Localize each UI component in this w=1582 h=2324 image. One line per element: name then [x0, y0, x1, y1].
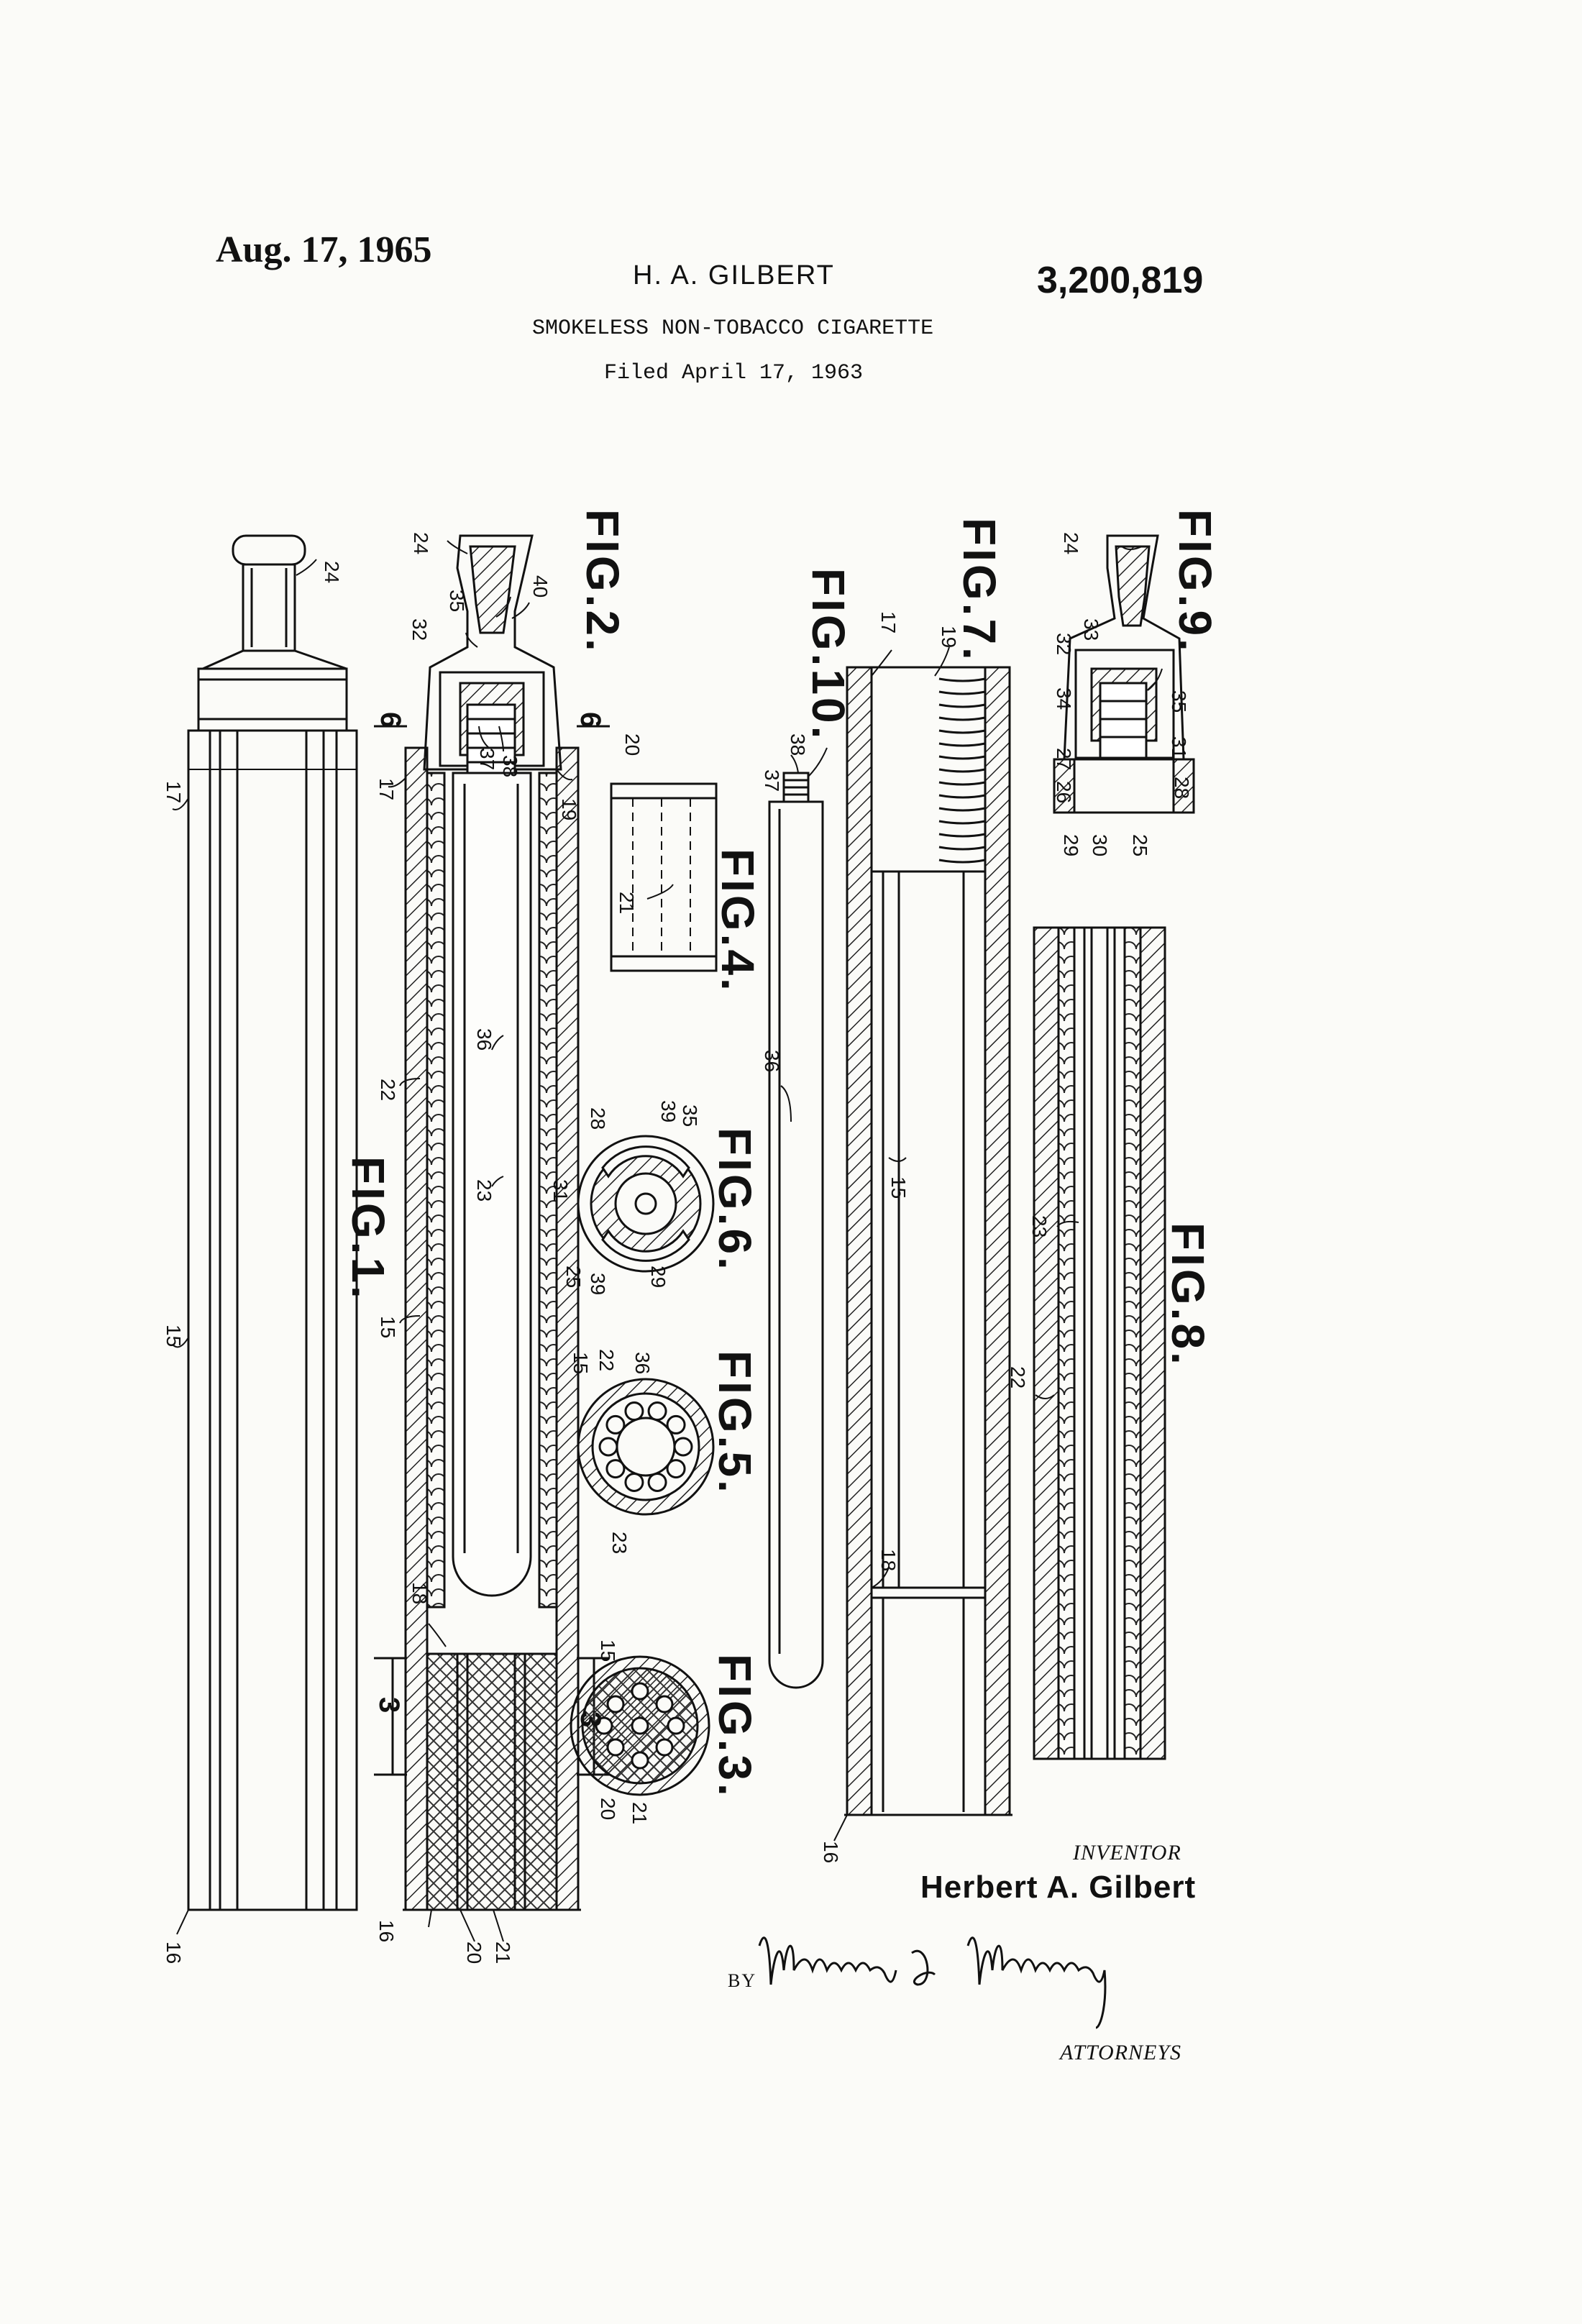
callout-22-fig8: 22: [1007, 1366, 1029, 1389]
fig5-label: FIG.5.: [709, 1350, 761, 1496]
callout-34-fig9: 34: [1053, 687, 1075, 710]
fig1-drawing: [188, 536, 357, 1910]
section-3-left: 3: [373, 1697, 405, 1714]
filed-date: Filed April 17, 1963: [604, 361, 864, 385]
fig7-thread-line: [939, 821, 985, 823]
fig7-thread-line: [939, 756, 985, 759]
fig7-thread-line: [939, 744, 985, 746]
fig8-label: FIG.8.: [1162, 1222, 1214, 1368]
callout-23-fig5: 23: [608, 1532, 631, 1555]
section-6-right: 6: [575, 712, 606, 728]
fig7-thread-line: [939, 692, 985, 694]
fig7-label: FIG.7.: [954, 518, 1005, 663]
fig2-label: FIG.2.: [577, 509, 628, 654]
section-3-right: 3: [575, 1711, 606, 1728]
callout-36-fig5: 36: [631, 1352, 654, 1375]
callout-39-fig6-bot: 39: [587, 1273, 609, 1296]
callout-31-fig6: 31: [549, 1179, 572, 1202]
callout-36-fig2: 36: [473, 1028, 495, 1051]
callout-21-fig4: 21: [616, 892, 638, 915]
callout-15-fig7: 15: [887, 1176, 910, 1199]
callout-18-fig7: 18: [877, 1549, 900, 1572]
fig7-drawing: [844, 667, 1012, 1815]
fig7-thread-line: [939, 679, 985, 681]
fig6-drawing: [578, 1136, 713, 1271]
callout-29-fig6: 29: [647, 1266, 669, 1289]
callout-33-fig9: 33: [1080, 618, 1102, 641]
callout-23-fig8: 23: [1028, 1215, 1051, 1238]
fig3-channel: [632, 1718, 648, 1734]
fig3-channel: [632, 1752, 648, 1768]
fig7-thread-line: [939, 769, 985, 772]
callout-15-fig2: 15: [377, 1316, 399, 1339]
callout-23-fig2: 23: [473, 1179, 495, 1202]
callout-39-fig6-top: 39: [657, 1100, 680, 1123]
callout-37-fig10: 37: [761, 769, 783, 792]
callout-37-fig2: 37: [476, 748, 498, 771]
patent-title: SMOKELESS NON-TOBACCO CIGARETTE: [532, 316, 934, 341]
callout-28-fig6: 28: [587, 1107, 609, 1130]
callout-22-fig2: 22: [377, 1079, 399, 1102]
fig7-thread-line: [939, 847, 985, 849]
callout-17-fig2: 17: [375, 778, 398, 801]
callout-16-fig1: 16: [163, 1941, 185, 1964]
callout-19-fig2: 19: [558, 798, 580, 821]
fig7-thread-line: [939, 718, 985, 720]
callout-35-fig9: 35: [1168, 690, 1190, 713]
callout-20-fig4: 20: [621, 733, 644, 756]
callout-24-fig9: 24: [1060, 532, 1082, 555]
callout-15-fig3: 15: [597, 1639, 619, 1662]
callout-32-fig9: 32: [1053, 633, 1075, 656]
fig4-label: FIG.4.: [712, 848, 764, 994]
fig7-thread-line: [939, 782, 985, 784]
attorney-signature: [759, 1938, 1105, 2028]
fig7-thread-line: [939, 731, 985, 733]
callout-21-fig3: 21: [628, 1802, 651, 1825]
callout-16-fig2: 16: [375, 1920, 398, 1943]
callout-17-fig7: 17: [877, 611, 900, 634]
callout-30-fig9: 30: [1089, 834, 1111, 857]
callout-18-fig2: 18: [408, 1582, 431, 1605]
attorneys-caption: ATTORNEYS: [1060, 2041, 1182, 2064]
callout-35-fig2: 35: [446, 590, 468, 613]
callout-19-fig7: 19: [938, 626, 960, 649]
callout-31-fig9: 31: [1168, 736, 1190, 759]
fig3-channel: [657, 1739, 672, 1755]
fig7-thread-line: [939, 795, 985, 797]
callout-36-fig10: 36: [761, 1050, 783, 1073]
callout-28-fig9: 28: [1171, 777, 1193, 800]
fig7-thread-line: [939, 834, 985, 836]
callout-24-fig2: 24: [410, 532, 432, 555]
fig6-label: FIG.6.: [709, 1127, 761, 1273]
inventor-caption: INVENTOR: [1073, 1841, 1181, 1865]
fig9-label: FIG.9.: [1169, 509, 1221, 654]
callout-40-fig2: 40: [529, 575, 552, 598]
callout-32-fig2: 32: [408, 618, 431, 641]
fig8-drawing: [1034, 928, 1165, 1759]
callout-29-fig9: 29: [1060, 834, 1082, 857]
callout-15-fig5: 15: [570, 1352, 592, 1375]
fig3-label: FIG.3.: [709, 1654, 761, 1799]
inventor-header: H. A. GILBERT: [633, 260, 835, 290]
fig10-drawing: [769, 773, 823, 1688]
callout-35-fig6: 35: [679, 1104, 701, 1127]
fig3-channel: [657, 1696, 672, 1712]
fig3-channel: [668, 1718, 684, 1734]
fig5-drawing: [578, 1379, 713, 1514]
fig4-drawing: [611, 784, 716, 971]
section-6-left: 6: [375, 712, 406, 728]
fig10-label: FIG.10.: [803, 568, 854, 742]
callout-38-fig2: 38: [499, 755, 521, 778]
patent-number: 3,200,819: [1037, 260, 1204, 301]
fig1-label: FIG.1.: [342, 1156, 394, 1301]
callout-26-fig9: 26: [1053, 781, 1075, 804]
callout-22-fig5: 22: [595, 1349, 618, 1372]
inventor-name: Herbert A. Gilbert: [920, 1870, 1197, 1905]
callout-20-fig3: 20: [597, 1798, 619, 1821]
callout-17-fig1: 17: [163, 781, 185, 804]
patent-date: Aug. 17, 1965: [216, 229, 432, 270]
callout-20-fig2: 20: [463, 1941, 485, 1964]
fig7-thread-line: [939, 705, 985, 707]
fig3-channel: [632, 1683, 648, 1699]
callout-15-fig1: 15: [163, 1325, 185, 1348]
fig7-thread-line: [939, 860, 985, 862]
callout-16-fig7: 16: [820, 1841, 842, 1864]
callout-38-fig10: 38: [787, 733, 809, 756]
callout-25-fig9: 25: [1129, 834, 1151, 857]
callout-25-fig6: 25: [562, 1266, 585, 1289]
callout-21-fig2: 21: [492, 1941, 514, 1964]
fig3-channel: [608, 1739, 623, 1755]
callout-27-fig9: 27: [1053, 748, 1075, 771]
by-label: BY: [728, 1970, 757, 1991]
callout-24-fig1: 24: [321, 561, 343, 584]
fig3-channel: [608, 1696, 623, 1712]
fig7-thread-line: [939, 808, 985, 810]
